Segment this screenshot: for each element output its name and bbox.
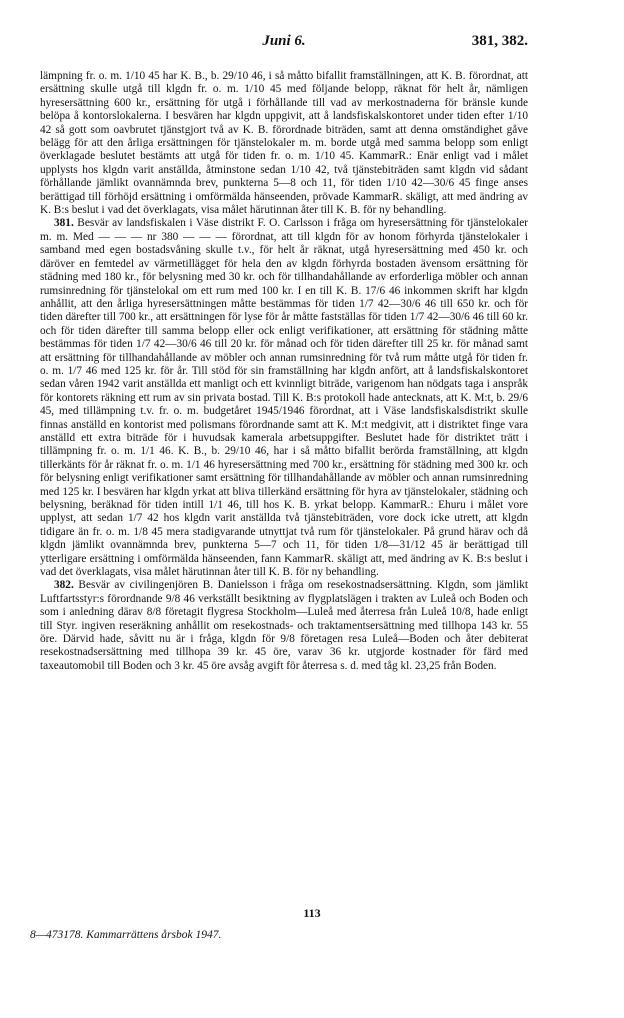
paragraph-text: Besvär av civilingenjören B. Danielsson i fråga om resekostnadsersättning. Klgdn, som jämlikt Luftfartsstyr:s förordnande 9/8 46 verkställt besiktning av flygplatslägen i trakten av Luleå och Boden och som i anledning därav 8/8 företagit flygresa Stockholm—Luleå med återresa från Luleå 10/8, hade enligt till Styr. ingiven reseräkning anhållit om resekostnads- och traktamentsersättning med tillhopa 143 kr. 55 öre. Därvid hade, såvitt nu är i fråga, klgdn för 9/8 företagen resa Luleå—Boden och åter debiterat resekostnadsersättning med tillhopa 39 kr. 45 öre, varav 36 kr. utgjorde kostnader för färd med taxeautomobil till Boden och 3 kr. 45 öre avsåg avgift för återresa s. d. med tåg kl. 23,25 från Boden. [40,579,528,672]
paragraph-entry-382 [40,579,528,673]
header-title: Juni 6. [262,33,306,49]
footer-note: 8—473178. Kammarrättens årsbok 1947. [30,929,222,941]
paragraph-text: lämpning fr. o. m. 1/10 45 har K. B., b. 29/10 46, i så måtto bifallit framställningen, att K. B. förordnat, att ersättning skulle utgå till klgdn fr. o. m. 1/10 45 med följande belopp, räknat för helt år, nämligen hyresersättning 600 kr., ersättning för utgå i förhållande till vad av merkostnaderna för bränsle kunde belöpa å kontorslokalerna. I besvären har klgdn uppgivit, att å landsfiskalskontoret under tiden efter 1/10 42 så gott som oavbrutet tjänstgjort två av K. B. förordnade biträden, samt att denna omständighet gåve belägg för att den årliga ersättningen för tjänstelokaler m. m. borde utgå med samma belopp som enligt överklagade beslutet bestämts att utgå för tiden fr. o. m. 1/10 45. KammarR.: Enär enligt vad i målet upplysts hos klgdn varit anställda, åtminstone sedan 1/10 42, två tjänstebiträden samt klgdn vid sådant förhållande jämlikt ovannämnda brev, punkterna 5—8 och 11, för tiden 1/10 42—30/6 45 finge anses berättigad till förhöjd ersättning i omförmälda hänseenden, prövade KammarR. skäligt, att med ändring av K. B:s beslut i vad det överklagats, visa målet härutinnan åter till K. B. för ny behandling. [40,70,528,217]
page-number: 113 [303,906,321,920]
running-header [40,33,528,53]
body-text [40,70,528,673]
paragraph-text: Besvär av landsfiskalen i Väse distrikt F. O. Carlsson i fråga om hyresersättning för tjänstelokaler m. m. Med — — — nr 380 — — — förordnat, att till klgdn för av honom förhyrda tjänstelokaler i samband med egen bostadsvåning skulle t.v., för helt år räknat, utgå hyresersättning med 450 kr. och däröver en femtedel av värmetillägget för hela den av klgdn förhyrda bostaden ävensom ersättning för städning med 180 kr., för belysning med 30 kr. och för tillhandahållande av erforderliga möbler och annan rumsinredning för tjänstelokal om ett rum med 100 kr. I en till K. B. 17/6 46 inkommen skrift har klgdn anhållit, att den årliga hyresersättningen måtte bestämmas för tiden 1/7 42—30/6 46 till 650 kr. och för tiden därefter till 700 kr., att ersättningen för lyse för år måtte fastställas för tiden 1/7 42—30/6 46 till 60 kr. och för tiden därefter till samma belopp eller ock enligt verifikationer, att ersättning för städning måtte bestämmas för tiden 1/7 42—30/6 46 till 20 kr. för månad och för tiden därefter till 25 kr. för månad samt att ersättning för tillhandahållande av möbler och annan rumsinredning för två rum måtte utgå för tiden fr. o. m. 1/7 46 med 125 kr. för år. Till stöd för sin framställning har klgdn anfört, att å landsfiskalskontoret sedan våren 1942 varit anställda ett manligt och ett kvinnligt biträde, varigenom han nödgats taga i anspråk för kontorets räkning ett rum av sin privata bostad. Till K. B:s protokoll hade antecknats, att K. M:t, b. 29/6 45, med tillämpning t.v. fr. o. m. budgetåret 1945/1946 förordnat, att i Väse landsfiskalsdistrikt skulle finnas anställd en kontorist med polismans förordnande samt att K. M:t medgivit, att i distriktet finge vara anställd ett extra biträde för i huvudsak kamerala arbetsuppgifter. Beslutet hade för distriktet trätt i tillämpning fr. o. m. 1/1 46. K. B., b. 29/10 46, har i så måtto bifallit berörda framställning, att klgdn tillerkänts för år räknat fr. o. m. 1/1 46 hyresersättning med 700 kr., ersättning för städning med 300 kr. och för belysning enligt verifikationer samt ersättning för tillhandahållande av möbler och annan rumsinredning med 125 kr. I besvären har klgdn yrkat att bliva tillerkänd ersättning för hyra av tjänstelokaler, städning och belysning, beräknad för tiden intill 1/1 46, till hos K. B. yrkat belopp. KammarR.: Ehuru i målet vore upplyst, att sedan 1/7 42 hos klgdn varit anställda två tjänstebiträden, vore dock icke utrett, att klgdn tidigare än fr. o. m. 1/8 45 mera stadigvarande utnyttjat två rum för tjänstelokaler. På grund härav och då klgdn jämlikt ovannämnda brev, punkterna 5—7 och 11, för tiden 1/8—31/12 45 är berättigad till ytterligare ersättning i omförmälda hänseenden, fann KammarR. skäligt att, med ändring av K. B:s beslut i vad det överklagats, visa målet härutinnan åter till K. B. för ny behandling. [40,217,529,579]
paragraph-entry-381 [40,217,528,579]
entry-number: 381. [54,217,74,230]
header-entry-numbers: 381, 382. [471,33,528,49]
paragraph-continuation [40,70,528,217]
entry-number: 382. [54,579,74,592]
